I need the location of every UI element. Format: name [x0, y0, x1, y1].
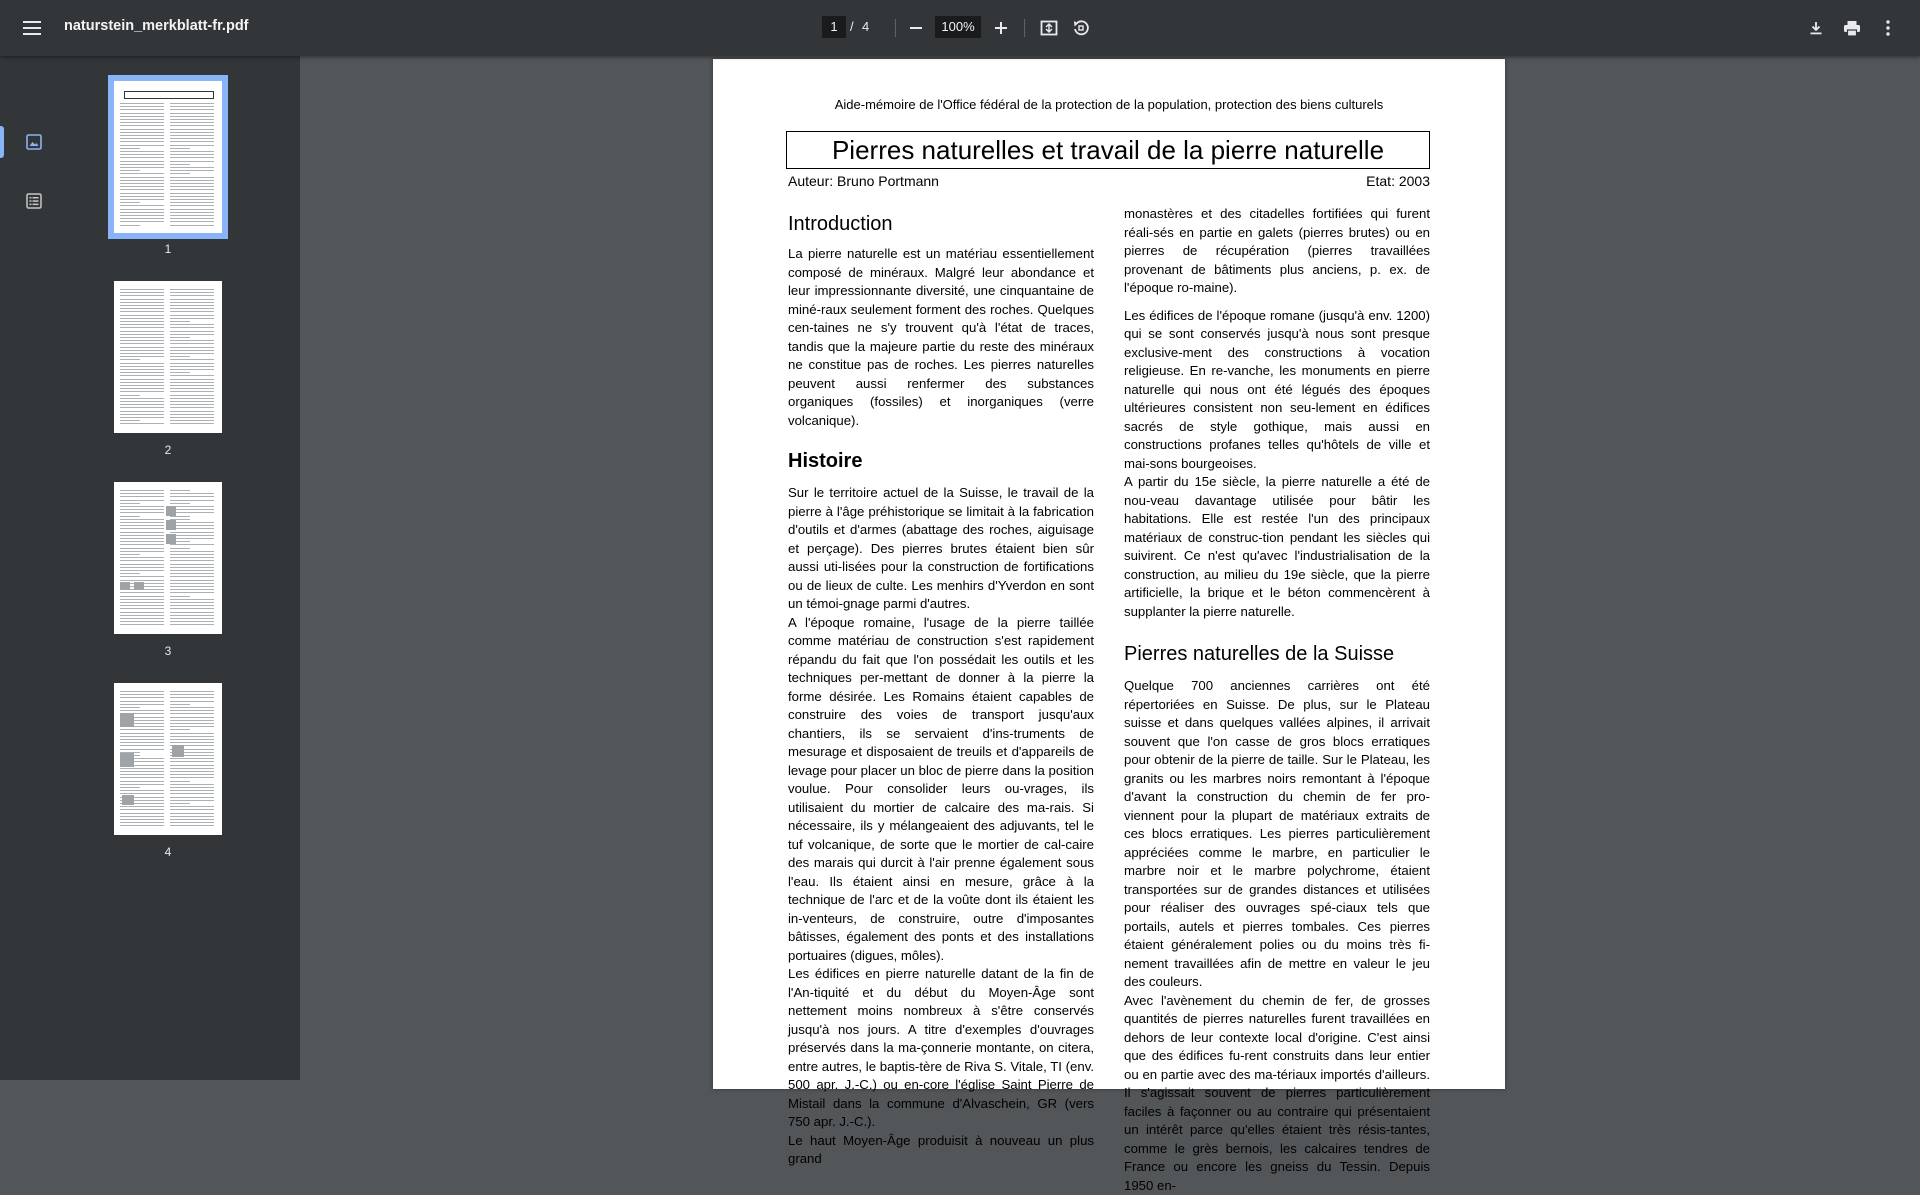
document-title: naturstein_merkblatt-fr.pdf	[64, 18, 249, 34]
page-separator: /	[850, 19, 854, 34]
toolbar-divider	[895, 19, 896, 37]
paragraph: monastères et des citadelles fortifiées qui furent réali-sés en partie en galets (pierres brutes) ou en pierres de récupération (pierres travaillées provenant de bâtiments plus anciens, p. ex. de l'époque ro-maine).	[1124, 205, 1430, 298]
document-author: Auteur: Bruno Portmann	[788, 173, 939, 189]
more-options-button[interactable]	[1872, 12, 1904, 44]
paragraph: Les édifices en pierre naturelle datant de la fin de l'An-tiquité et du début du Moyen-Âge sont nettement moins nombreux à s'être conservés jusqu'à nos jours. A titre d'exemples d'ouvrages préservés dans la ma-çonnerie montante, on citera, entre autres, le baptis-tère de Riva S. Vitale, TI (env. 500 apr. J.-C.) ou en-core l'église Saint Pierre de Mistail dans la commune d'Alvaschein, GR (vers 750 apr. J.-C.).	[788, 965, 1094, 1132]
zoom-in-button[interactable]	[985, 12, 1017, 44]
toolbar-divider	[1024, 19, 1025, 37]
page-total: 4	[862, 19, 869, 34]
left-column	[788, 207, 1094, 1169]
thumbnail-label: 1	[114, 242, 222, 256]
thumbnail-panel	[64, 56, 300, 1080]
thumbnails-icon	[26, 134, 42, 150]
active-indicator	[0, 126, 4, 158]
page-thumbnail-3[interactable]	[114, 482, 222, 634]
page-thumbnail-2[interactable]	[114, 281, 222, 433]
paragraph: A l'époque romaine, l'usage de la pierre taillée comme matériau de construction s'est rapidement répandu du fait que l'on possédait les outils et les techniques per-mettant de donner à la pierre la forme désirée. Les Romains étaient capables de construire des voies de transport jusqu'aux chantiers, ils se servaient d'ins-truments de mesurage et disposaient de treuils et d'appareils de levage pour placer un bloc de pierre dans la position voulue. Pour consolider leurs ou-vrages, ils utilisaient du mortier de calcaire des ma-rais. Si nécessaire, ils y mélangeaient des adjuvants, tel le tuf volcanique, de sorte que le mortier de cal-caire des marais qui durcit à l'air prenne également sous l'eau. Ils étaient ainsi en mesure, grâce à la technique de l'arc et de la voûte dont ils étaient les in-venteurs, de construire, outre d'imposantes bâtisses, également des ponts et des installations portuaires (digues, môles).	[788, 614, 1094, 966]
pdf-page	[713, 59, 1505, 1089]
menu-icon[interactable]	[16, 12, 48, 44]
print-icon	[1843, 20, 1861, 37]
document-header: Aide-mémoire de l'Office fédéral de la protection de la population, protection des biens culturels	[713, 97, 1505, 112]
download-icon	[1808, 20, 1824, 36]
paragraph: Quelque 700 anciennes carrières ont été répertoriées en Suisse. De plus, sur le Plateau suisse et dans quelques vallées alpines, il arrivait souvent que l'on casse de gros blocs erratiques pour obtenir de la pierre de taille. Sur le Plateau, les granits ou les marbres noirs remontant à l'époque d'avant la construction du chemin de fer pro-viennent pour la plupart de matériaux extraits de ces blocs erratiques. Les pierres particulièrement appréciées comme le marbre, en particulier le marbre noir et le marbre polychrome, étaient transportées sur de grandes distances et utilisées pour réaliser des ouvrages spé-ciaux tels que portails, autels et pierres tombales. Ces pierres étaient généralement polies ou du moins très fi-nement travaillées afin de mettre en valeur le jeu des couleurs.	[1124, 677, 1430, 992]
right-column	[1124, 205, 1430, 1195]
zoom-out-icon	[909, 21, 923, 35]
paragraph: La pierre naturelle est un matériau essentiellement composé de minéraux. Malgré leur abondance et leur impressionnante diversité, une cinquantaine de miné-raux seulement forment des roches. Quelques cen-taines ne s'y trouvent qu'à l'état de traces, tandis que la majeure partie du reste des minéraux ne constitue pas de roches. Les pierres naturelles peuvent aussi renfermer des substances organiques (fossiles) et inorganiques (verre volcanique).	[788, 245, 1094, 430]
paragraph: Avec l'avènement du chemin de fer, de grosses quantités de pierres naturelles furent travaillées en dehors de leur contexte local d'origine. C'est ainsi que des édifices fu-rent construits dans leur entier ou en partie avec des ma-tériaux importés d'ailleurs. Il s'agissait souvent de pierres particulièrement faciles à façonner ou au contraire qui présentaient un intérêt parce qu'elles étaient très résis-tantes, comme le grès bernois, les calcaires tendres de France ou encore les gneiss du Tessin. Depuis 1950 en-	[1124, 992, 1430, 1195]
document-title-box: Pierres naturelles et travail de la pierre naturelle	[786, 131, 1430, 169]
paragraph: Sur le territoire actuel de la Suisse, le travail de la pierre à l'âge préhistorique se limitait à la fabrication d'outils et d'armes (abattage des roches, aiguisage et perçage). Des pierres brutes étaient bien sûr aussi uti-lisées pour la construction de fortifications ou de lieux de culte. Les menhirs d'Yverdon en sont un témoi-gnage parmi d'autres.	[788, 484, 1094, 614]
download-button[interactable]	[1800, 12, 1832, 44]
section-heading: Pierres naturelles de la Suisse	[1124, 641, 1430, 667]
paragraph: Les édifices de l'époque romane (jusqu'à env. 1200) qui se sont conservés jusqu'à nous sont presque exclusive-ment des constructions à vocation religieuse. En re-vanche, les monuments en pierre naturelle qui nous ont été légués des époques ultérieures consistent non seu-lement en édifices sacrés de style gothique, mais aussi en constructions profanes telles qu'hôtels de ville et mai-sons bourgeoises.	[1124, 307, 1430, 474]
paragraph: Le haut Moyen-Âge produisit à nouveau un plus grand	[788, 1132, 1094, 1169]
print-button[interactable]	[1836, 12, 1868, 44]
pdf-toolbar	[0, 0, 1920, 56]
section-heading: Histoire	[788, 448, 1094, 474]
page-thumbnail-1[interactable]	[114, 81, 222, 233]
more-vert-icon	[1886, 20, 1890, 36]
page-number-input[interactable]	[822, 16, 846, 38]
fit-page-button[interactable]	[1033, 12, 1065, 44]
document-date: Etat: 2003	[1366, 173, 1430, 189]
outline-icon	[26, 193, 42, 209]
thumbnail-label: 4	[114, 845, 222, 859]
rotate-icon	[1072, 19, 1090, 37]
zoom-input[interactable]	[935, 16, 981, 38]
paragraph: A partir du 15e siècle, la pierre naturelle a été de nou-veau davantage utilisée pour bâtir les habitations. Elle est restée l'un des principaux matériaux de construc-tion pendant les siècles qui suivirent. Ce n'est qu'avec l'industrialisation de la construction, au milieu du 19e siècle, que la pierre artificielle, la brique et le béton commencèrent à supplanter la pierre naturelle.	[1124, 473, 1430, 621]
fit-page-icon	[1040, 19, 1058, 37]
zoom-out-button[interactable]	[900, 12, 932, 44]
sidebar-strip	[0, 56, 64, 1080]
section-heading: Introduction	[788, 211, 1094, 237]
thumbnail-label: 2	[114, 443, 222, 457]
thumbnails-view-button[interactable]	[16, 124, 52, 160]
zoom-in-icon	[994, 21, 1008, 35]
outline-view-button[interactable]	[16, 183, 52, 219]
page-thumbnail-4[interactable]	[114, 683, 222, 835]
thumbnail-label: 3	[114, 644, 222, 658]
rotate-button[interactable]	[1065, 12, 1097, 44]
